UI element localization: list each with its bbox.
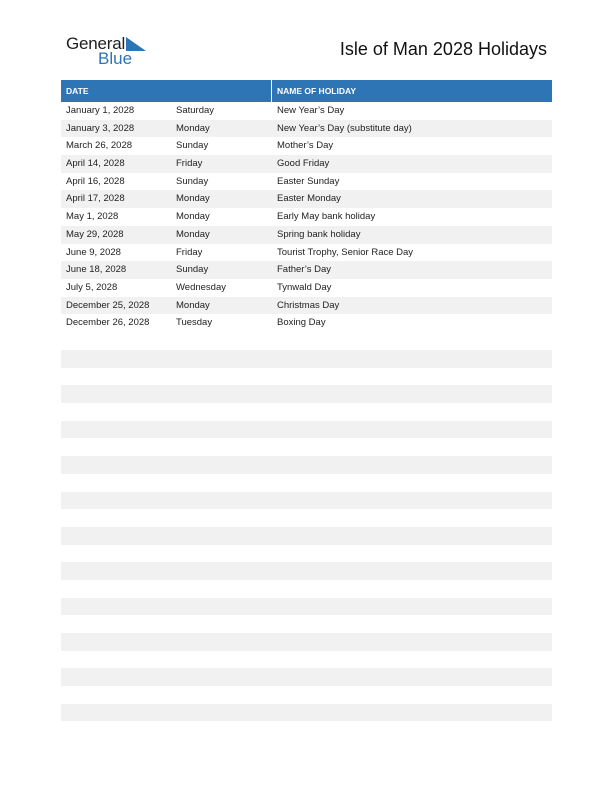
row-weekday: Monday [176,299,210,311]
header-date: DATE [66,86,89,96]
blank-row [61,686,552,704]
blank-row [61,421,552,439]
row-date: June 9, 2028 [66,246,121,258]
row-holiday-name: Christmas Day [277,299,340,311]
row-holiday-name: New Year’s Day (substitute day) [277,122,412,134]
table-row [61,244,552,262]
header-holiday-name: NAME OF HOLIDAY [277,86,357,96]
row-date: May 29, 2028 [66,228,124,240]
row-weekday: Saturday [176,105,215,116]
generalblue-logo [66,34,156,70]
row-weekday: Wednesday [176,281,226,293]
row-holiday-name: Easter Sunday [277,175,340,187]
row-weekday: Monday [176,211,210,223]
blank-row [61,580,552,598]
row-weekday: Monday [176,193,210,205]
blank-row [61,385,552,403]
row-weekday: Friday [176,158,203,170]
holiday-table [61,80,552,332]
row-weekday: Sunday [176,175,209,187]
table-row [61,226,552,244]
header-column-divider [271,80,272,102]
row-holiday-name: Early May bank holiday [277,211,376,223]
table-row [61,102,552,120]
blank-row [61,368,552,386]
row-weekday: Monday [176,122,210,134]
blank-row [61,456,552,474]
row-holiday-name: Easter Monday [277,193,341,205]
row-date: January 3, 2028 [66,122,135,134]
row-weekday: Friday [176,246,203,258]
blank-row [61,492,552,510]
row-date: December 26, 2028 [66,317,150,329]
table-row [61,314,552,332]
logo-word-blue: Blue [98,49,133,68]
blank-row [61,403,552,421]
table-body [61,102,552,332]
row-weekday: Sunday [176,140,209,152]
blank-row [61,350,552,368]
row-date: January 1, 2028 [66,105,135,116]
row-holiday-name: Boxing Day [277,317,326,329]
blank-row [61,509,552,527]
table-header [61,80,552,102]
row-weekday: Tuesday [176,317,213,329]
row-date: May 1, 2028 [66,211,119,223]
row-holiday-name: Father’s Day [277,264,332,276]
table-row [61,120,552,138]
row-date: April 16, 2028 [66,175,125,187]
blank-row [61,633,552,651]
table-row [61,137,552,155]
blank-row [61,545,552,563]
blank-row [61,527,552,545]
blank-rows [61,350,552,721]
table-row [61,279,552,297]
table-row [61,155,552,173]
row-date: June 18, 2028 [66,264,127,276]
row-weekday: Monday [176,228,210,240]
logo-word-general: General [66,34,126,53]
row-holiday-name: Tynwald Day [277,281,332,293]
table-row [61,297,552,315]
row-holiday-name: Tourist Trophy, Senior Race Day [277,246,414,258]
row-date: March 26, 2028 [66,140,133,152]
row-date: December 25, 2028 [66,299,150,311]
row-date: April 14, 2028 [66,158,125,170]
table-row [61,261,552,279]
page-title: Isle of Man 2028 Holidays [339,39,547,59]
table-row [61,208,552,226]
row-date: July 5, 2028 [66,281,118,293]
blank-row [61,562,552,580]
row-holiday-name: Good Friday [277,158,330,170]
row-weekday: Sunday [176,264,209,276]
blank-row [61,668,552,686]
row-date: April 17, 2028 [66,193,125,205]
blank-row [61,598,552,616]
row-holiday-name: Spring bank holiday [277,228,361,240]
blank-row [61,651,552,669]
table-row [61,190,552,208]
blank-row [61,474,552,492]
row-holiday-name: New Year’s Day [277,105,345,116]
blank-row [61,615,552,633]
blank-row [61,704,552,722]
row-holiday-name: Mother’s Day [277,140,334,152]
table-row [61,173,552,191]
blank-row [61,438,552,456]
